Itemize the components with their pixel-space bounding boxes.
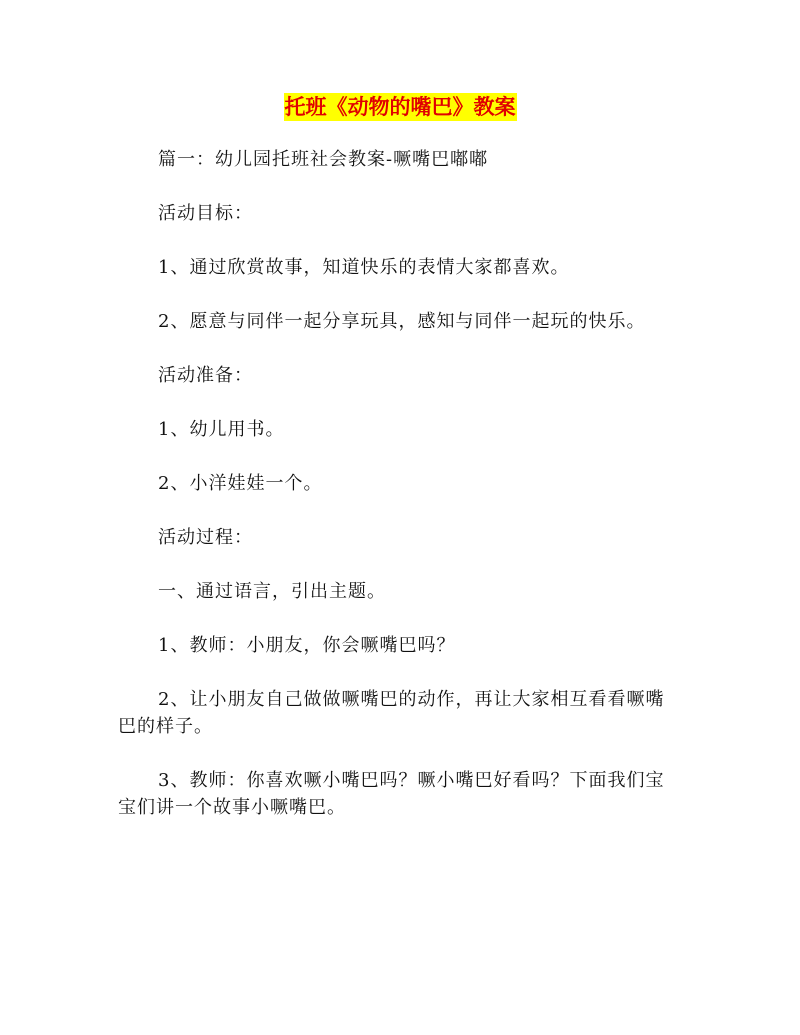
paragraph-prep-2: 2、小洋娃娃一个。 (158, 473, 323, 494)
paragraph-step-3: 3、教师：你喜欢噘小嘴巴吗？噘小嘴巴好看吗？下面我们宝宝们讲一个故事小噘嘴巴。 (118, 770, 665, 818)
paragraph-step-1: 1、教师：小朋友，你会噘嘴巴吗？ (158, 635, 456, 656)
paragraph-goals-heading: 活动目标： (158, 203, 253, 224)
paragraph-step-2: 2、让小朋友自己做做噘嘴巴的动作，再让大家相互看看噘嘴巴的样子。 (118, 689, 665, 737)
title-container (0, 93, 800, 121)
paragraph-prep-heading: 活动准备： (158, 365, 253, 386)
paragraph-step-one: 一、通过语言，引出主题。 (158, 581, 386, 602)
paragraph-goal-2: 2、愿意与同伴一起分享玩具，感知与同伴一起玩的快乐。 (158, 311, 646, 332)
document-body (118, 146, 678, 848)
paragraph-goal-1: 1、通过欣赏故事，知道快乐的表情大家都喜欢。 (158, 257, 570, 278)
paragraph-process-heading: 活动过程： (158, 527, 253, 548)
paragraph-prep-1: 1、幼儿用书。 (158, 419, 285, 440)
paragraph-section-heading: 篇一：幼儿园托班社会教案-噘嘴巴嘟嘟 (158, 149, 489, 170)
document-title: 托班《动物的嘴巴》教案 (284, 95, 516, 119)
